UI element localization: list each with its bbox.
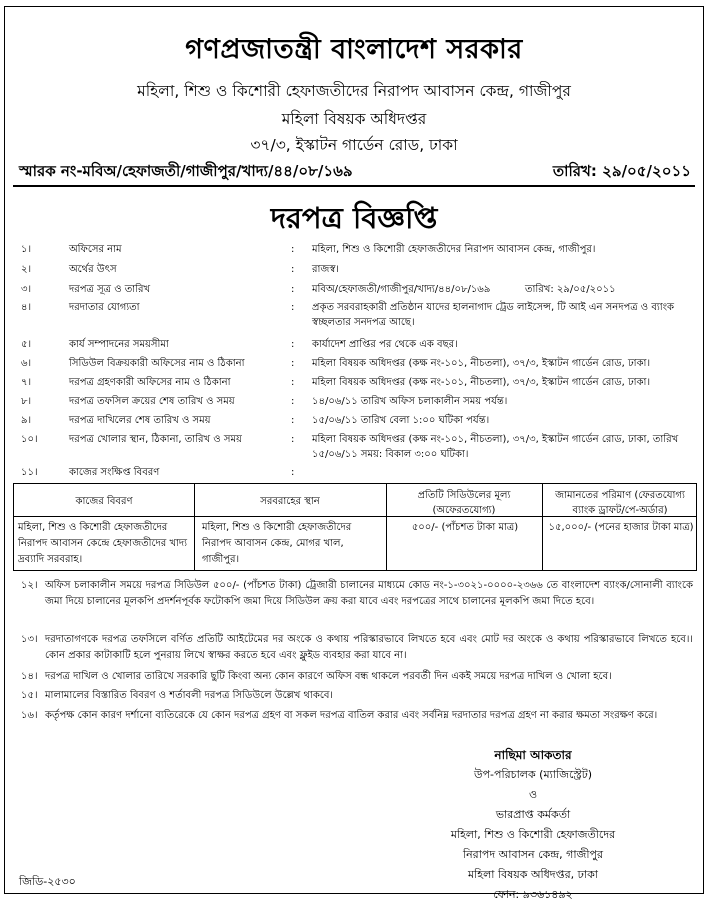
table-header: কাজের বিবরণ [75,496,133,507]
item-label: অফিসের নাম [69,244,122,255]
signatory-org-line-2: নিরাপদ আবাসন কেন্দ্র, গাজীপুর [462,848,604,861]
department-name: মহিলা বিষয়ক অধিদপ্তর [281,110,427,128]
notice-title: দরপত্র বিজ্ঞপ্তি [270,201,438,235]
table-header: জামানতের পরিমাণ (ফেরতযোগ্য ব্যাংক ড্রাফট/পে-অর্ডার) [555,490,685,516]
item-value: মহিলা বিষয়ক অধিদপ্তর (কক্ষ নং-১০১, নীচতলা), ৩৭/৩, ইস্কাটন গার্ডেন রোড, ঢাকা, তারিখ ১৫/০৬/১১ সময়: বিকাল ৩:০০ ঘটিকা। [312,434,679,460]
header-divider [13,185,695,187]
item-number: ৮। [21,396,32,407]
item-label: দরপত্র গ্রহণকারী অফিসের নাম ও ঠিকানা [69,377,231,388]
item-label: দরপত্র দাখিলের শেষ তারিখ ও সময় [69,415,211,426]
term-text: মালামালের বিস্তারিত বিবরণ ও শর্তাবলী দরপত্র সিডিউলে উল্লেখ থাকবে। [45,690,333,701]
term-text: অফিস চলাকালীন সময়ে দরপত্র সিডিউল ৫০০/- (পাঁচশত টাকা) ট্রেজারী চালানের মাধ্যমে কোড নং-১-৩০২১-০০০০-২৩৬৬ তে বাংলাদেশ ব্যাংক/সোনালী ব্যাংকে জমা দিয়ে চালানের মূলকপি প্রদর্শনপূর্বক ফটোকপি জমা দিয়ে সিডিউল ক্রয় করা যাবে এবং দরপত্রের সাথে চালানের মূলকপি জমা দিতে হবে। [45,580,693,607]
table-cell: মহিলা, শিশু ও কিশোরী হেফাজতীদের নিরাপদ আবাসন কেন্দ্র, মোগর খাল, গাজীপুর। [202,522,352,565]
memo-number: স্মারক নং-মবিঅ/হেফাজতী/গাজীপুর/খাদ্য/৪৪/০৮/১৬৯ [19,162,353,180]
term-number: ১৬। [21,710,38,721]
term-number: ১৪। [21,671,38,682]
signatory-name: নাছিমা আকতার [494,748,572,762]
table-divider [542,484,543,570]
item-number: ৬। [21,358,32,369]
signature-block [403,745,663,905]
item-colon: : [291,264,295,275]
item-number: ১। [21,244,32,255]
item-number: ১০। [21,434,38,445]
signatory-role: ভারপ্রাপ্ত কর্মকর্তা [495,808,571,821]
item-colon: : [291,467,295,478]
item-number: ১১। [21,467,38,478]
office-address: ৩৭/৩, ইস্কাটন গার্ডেন রোড, ঢাকা [250,136,458,154]
term-text: দরদাতাগণকে দরপত্র তফসিলে বর্ণিত প্রতিটি আইটেমের দর অংকে ও কথায় পরিস্কারভাবে লিখতে হবে এবং মোট দর অংকে ও কথায় পরিস্কারভাবে লিখতে হবে।। কোন প্রকার কাটাকাটি হলে পুনরায় লিখে স্বাক্ষর করতে হবে এবং ফ্লুইড ব্যবহার করা যাবে না। [45,634,693,661]
item-colon: : [291,434,295,445]
term-text: কর্তৃপক্ষ কোন কারণ দর্শানো ব্যতিরেকে যে কোন দরপত্র গ্রহণ বা সকল দরপত্র বাতিল করার এবং সর্বনিম্ন দরদাতার দরপত্র গ্রহণ না করার ক্ষমতা সংরক্ষণ করে। [45,710,658,721]
item-number: ৩। [21,284,32,295]
term-number: ১২। [21,580,38,591]
signatory-org-line-3: মহিলা বিষয়ক অধিদপ্তর, ঢাকা [468,868,598,881]
item-value: কার্যাদেশ প্রাপ্তির পর থেকে এক বছর। [312,339,458,350]
item-value: প্রকৃত সরবরাহকারী প্রতিষ্ঠান যাদের হালনাগাদ ট্রেড লাইসেন্স, টি আই এন সনদপত্র ও ব্যাংক স্বচ্ছলতার সনদপত্র আছে। [312,302,674,328]
table-divider [194,484,195,570]
item-number: ৫। [21,339,32,350]
table-divider [386,484,387,570]
item-colon: : [291,302,295,313]
term-number: ১৫। [21,690,38,701]
item-label: দরদাতার যোগ্যতা [69,302,140,313]
memo-date: তারিখ: ২৯/০৫/২০১১ [552,162,691,180]
item-colon: : [291,244,295,255]
table-cell: ৫০০/- (পাঁচশত টাকা মাত্র) [411,522,519,533]
signatory-org-line-1: মহিলা, শিশু ও কিশোরী হেফাজতীদের [450,828,616,841]
item-label: দরপত্র খোলার স্থান, ঠিকানা, তারিখ ও সময় [69,434,242,445]
item-number: ৪। [21,302,32,313]
item-colon: : [291,415,295,426]
gd-code: জিডি-২৫৩০ [19,875,76,888]
signatory-designation: উপ-পরিচালক (ম্যাজিস্ট্রেট) [474,768,592,781]
item-value: ১৪/০৬/১১ তারিখ অফিস চলাকালীন সময় পর্যন্ত। [312,396,508,407]
item-number: ৭। [21,377,32,388]
item-colon: : [291,396,295,407]
item-number: ২। [21,264,32,275]
government-heading: গণপ্রজাতন্ত্রী বাংলাদেশ সরকার [185,34,523,65]
item-value: রাজস্ব। [312,264,340,275]
term-number: ১৩। [21,634,38,645]
signatory-conjunction: ও [528,788,538,801]
table-cell: মহিলা, শিশু ও কিশোরী হেফাজতীদের নিরাপদ আবাসন কেন্দ্রে হেফাজতীদের খাদ্য দ্রব্যাদি সরবরাহ। [18,522,188,565]
item-value: মহিলা, শিশু ও কিশোরী হেফাজতীদের নিরাপদ আবাসন কেন্দ্র, গাজীপুর। [312,244,596,255]
table-cell: ১৫,০০০/- (পনের হাজার টাকা মাত্র) [548,522,694,533]
item-colon: : [291,284,295,295]
table-header: সরবরাহের স্থান [260,496,320,507]
office-name: মহিলা, শিশু ও কিশোরী হেফাজতীদের নিরাপদ আবাসন কেন্দ্র, গাজীপুর [137,82,571,100]
item-label: অর্থের উৎস [69,264,117,275]
item-colon: : [291,339,295,350]
notice-page [4,6,704,901]
item-colon: : [291,358,295,369]
item-value: ১৫/০৬/১১ তারিখ বেলা ১:০০ ঘটিকা পর্যন্ত। [312,415,490,426]
item-colon: : [291,377,295,388]
item-label: দরপত্র সূত্র ও তারিখ [69,284,151,295]
item-value: মহিলা বিষয়ক অধিদপ্তর (কক্ষ নং-১০১, নীচতলা), ৩৭/৩, ইস্কাটন গার্ডেন রোড, ঢাকা। [312,377,651,388]
item-value: মবিঅ/হেফাজতী/গাজীপুর/খাদ্য/৪৪/০৮/১৬৯ [312,284,491,295]
item-label: দরপত্র তফসিল ক্রয়ের শেষ তারিখ ও সময় [69,396,235,407]
item-value: মহিলা বিষয়ক অধিদপ্তর (কক্ষ নং-১০১, নীচতলা), ৩৭/৩, ইস্কাটন গার্ডেন রোড, ঢাকা। [312,358,651,369]
item-number: ৯। [21,415,32,426]
item-label: কার্য সম্পাদনের সময়সীমা [69,339,169,350]
item-date: তারিখ: ২৯/০৫/২০১১ [525,284,616,295]
work-table [13,483,697,571]
item-label: সিডিউল বিক্রয়কারী অফিসের নাম ও ঠিকানা [69,358,245,369]
signatory-phone: ফোন: ৯৩৬১৪৯২ [493,888,573,901]
table-header: প্রতিটি সিডিউলের মূল্য (অফেরতযোগ্য) [417,490,511,516]
item-label: কাজের সংক্ষিপ্ত বিবরণ [69,467,160,478]
term-text: দরপত্র দাখিল ও খোলার তারিখে সরকারি ছুটি কিংবা অন্য কোন কারণে অফিস বন্ধ থাকলে পরবর্তী দিন একই সময়ে দরপত্র দাখিল ও খোলা হবে। [45,671,612,682]
